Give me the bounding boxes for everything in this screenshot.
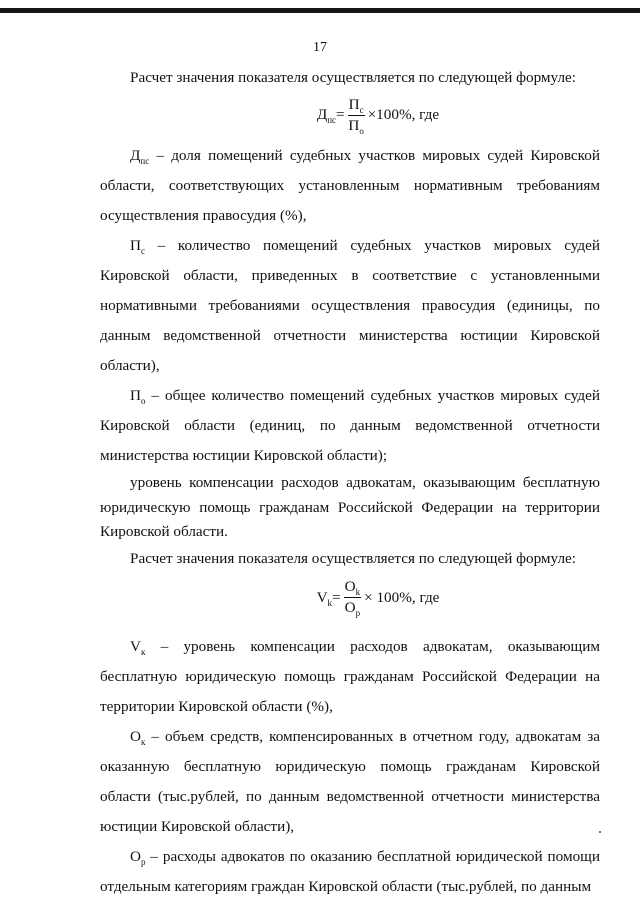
scan-speck bbox=[599, 831, 601, 833]
formula-1: $Д_{пс}$ = $\frac{П_с}{П_о}$ ×100%, где bbox=[316, 96, 440, 137]
formula-1-fraction bbox=[348, 96, 365, 135]
formula-2-numerator: $O_k$ bbox=[344, 578, 361, 598]
formula-2-fraction bbox=[344, 578, 361, 617]
page-number: 17 bbox=[313, 40, 327, 55]
formula-2: $V_k$ = $\frac{O_k}{O_p}$ × 100%, где bbox=[316, 578, 440, 619]
formula-1-numerator: $П_с$ bbox=[348, 96, 364, 116]
definition-dps: $Д_{пс}$ – доля помещений судебных участков мировых судей Кировской области, соответствующих установленным нормативным требованиям осуществления правосудия (%), bbox=[100, 146, 600, 224]
definition-pc: $П_с$ – количество помещений судебных участков мировых судей Кировской области, приведенных в соответствие с установленными нормативными требованиями осуществления правосудия (единицы, по данным ведомственной отчетности министерства юстиции Кировской области), bbox=[100, 236, 600, 374]
formula-1-lhs: $Д_{пс}$ bbox=[316, 106, 337, 126]
definition-ok: $О_к$ – объем средств, компенсированных в отчетном году, адвокатам за оказанную бесплатную юридическую помощь гражданам Кировской области (тыс.рублей, по данным ведомственной отчетности министерства юстиции Кировской области), bbox=[100, 727, 600, 835]
formula-1-denominator: $П_о$ bbox=[348, 117, 364, 137]
formula-2-tail: × 100%, где bbox=[364, 588, 440, 606]
formula-intro-2: Расчет значения показателя осуществляется по следующей формуле: bbox=[130, 550, 577, 568]
indicator-compensation-level: уровень компенсации расходов адвокатам, оказывающим бесплатную юридическую помощь гражданам Российской Федерации на территории Кировской области. bbox=[100, 473, 600, 541]
top-border-rule bbox=[0, 8, 640, 13]
formula-2-denominator: $O_p$ bbox=[344, 599, 361, 619]
definition-op: $О_р$ – расходы адвокатов по оказанию бесплатной юридической помощи отдельным категориям граждан Кировской области (тыс.рублей, по данным bbox=[100, 847, 600, 895]
document-body bbox=[100, 66, 600, 902]
formula-2-lhs: $V_k$ bbox=[316, 588, 333, 608]
definition-vk: $V_к$ – уровень компенсации расходов адвокатам, оказывающим бесплатную юридическую помощь гражданам Российской Федерации на территории Кировской области (%), bbox=[100, 637, 600, 715]
formula-1-tail: ×100%, где bbox=[367, 106, 440, 124]
formula-intro-1: Расчет значения показателя осуществляется по следующей формуле: bbox=[130, 69, 577, 86]
definition-po: $П_о$ – общее количество помещений судебных участков мировых судей Кировской области (единиц, по данным ведомственной отчетности министерства юстиции Кировской области); bbox=[100, 386, 600, 464]
